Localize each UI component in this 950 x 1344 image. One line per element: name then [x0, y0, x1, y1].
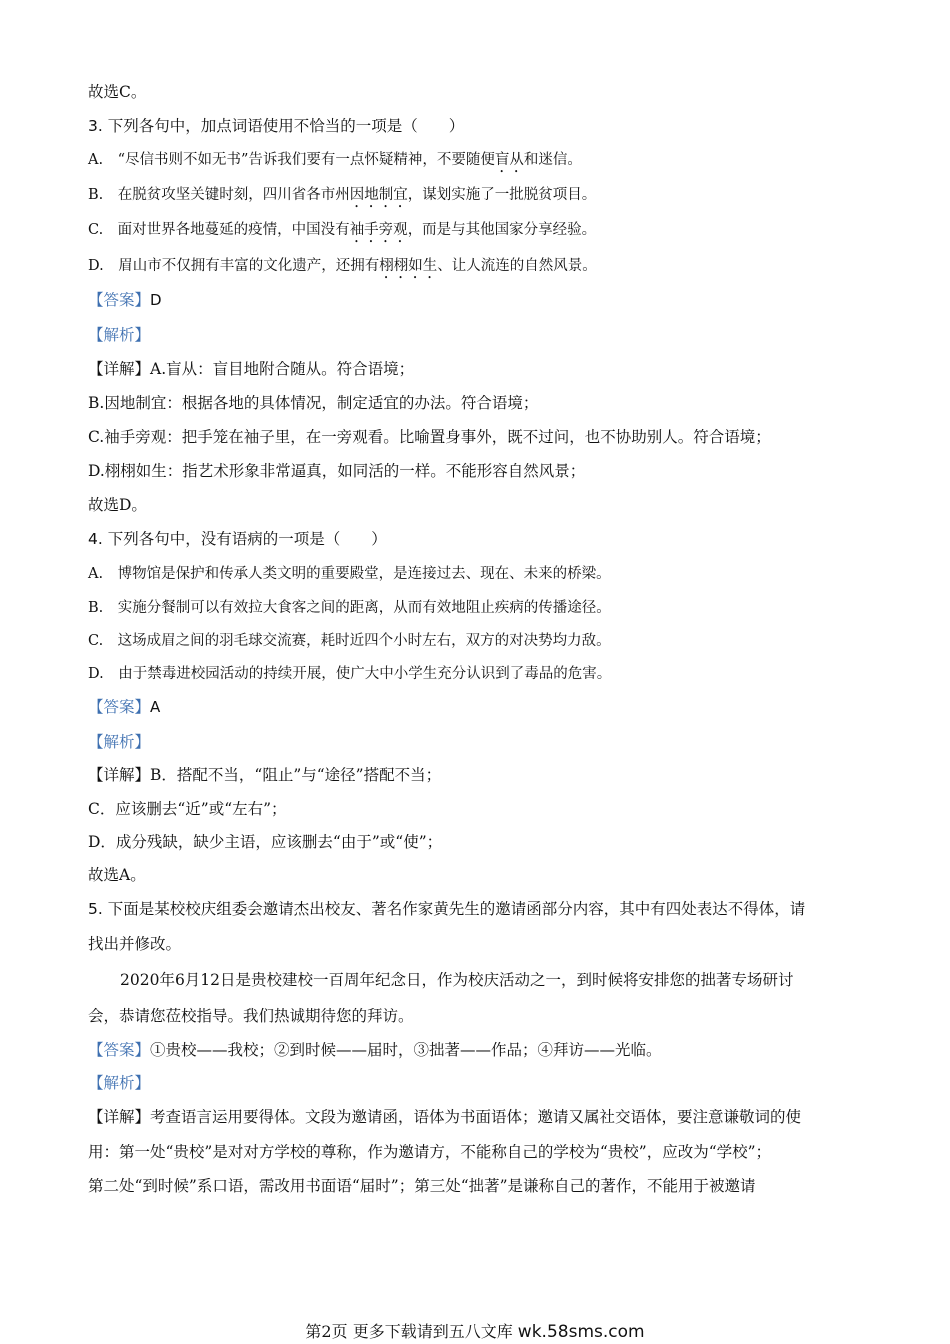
detail-tag: 【详解】 — [88, 1108, 151, 1126]
answer-tag: 【答案】 — [88, 698, 151, 716]
detail-line: 第二处“到时候”系口语，需改用书面语“届时”；第三处“拙著”是谦称自己的著作，不能用于被邀请 — [88, 1177, 756, 1195]
question-3-stem — [88, 116, 464, 136]
question-text-continued: 找出并修改。 — [88, 935, 182, 953]
option-c — [88, 220, 596, 246]
conclusion-line: 故选D。 — [88, 496, 147, 514]
answer-tag: 【答案】 — [88, 1041, 151, 1059]
option-a: A. 博物馆是保护和传承人类文明的重要殿堂，是连接过去、现在、未来的桥梁。 — [88, 566, 611, 582]
text-line: 故选C。 — [88, 83, 147, 101]
footer-promo: 更多下载请到五八文库 — [352, 1322, 513, 1341]
detail-line: D.栩栩如生：指艺术形象非常逼真，如同活的一样。不能形容自然风景； — [88, 462, 586, 480]
option-c: C. 这场成眉之间的羽毛球交流赛，耗时近四个小时左右，双方的对决势均力敌。 — [88, 633, 611, 649]
question-4-stem — [88, 529, 387, 549]
detail-line: B.因地制宜：根据各地的具体情况，制定适宜的办法。符合语境； — [88, 394, 539, 412]
option-b: B. 实施分餐制可以有效拉大食客之间的距离，从而有效地阻止疾病的传播途径。 — [88, 600, 611, 616]
detail-tag: 【详解】 — [88, 360, 151, 378]
dotted-term: 袖手旁观 — [349, 222, 408, 238]
option-text: 、让人流连的自然风景。 — [437, 258, 597, 274]
conclusion-line: 故选A。 — [88, 866, 146, 884]
option-a — [88, 150, 582, 176]
question-5-stem — [88, 899, 805, 919]
option-b — [88, 185, 596, 211]
answer-line — [88, 290, 162, 310]
answer-value: ①贵校——我校；②到时候——届时，③拙著——作品；④拜访——光临。 — [150, 1041, 662, 1059]
option-text: C. 面对世界各地蔓延的疫情，中国没有 — [88, 222, 350, 238]
detail-text: 考查语言运用要得体。文段为邀请函，语体为书面语体；邀请又属社交语体，要注意谦敬词的使 — [150, 1108, 802, 1126]
detail-tag: 【详解】 — [88, 766, 151, 784]
page-number: 第2页 — [305, 1322, 348, 1341]
detail-line: C．应该删去“近”或“左右”； — [88, 800, 287, 818]
answer-line — [88, 697, 160, 717]
analysis-tag: 【解析】 — [88, 1074, 151, 1092]
page-footer — [0, 1322, 950, 1342]
option-text: A. “尽信书则不如无书”告诉我们要有一点怀疑精神，不要随便 — [88, 152, 495, 168]
answer-line — [88, 1040, 662, 1060]
detail-line: D．成分残缺，缺少主语，应该删去“由于”或“使”； — [88, 833, 443, 851]
footer-site-link[interactable]: wk.58sms.com — [517, 1322, 645, 1342]
analysis-tag: 【解析】 — [88, 326, 151, 344]
option-d — [88, 256, 597, 282]
question-number: 3. — [88, 117, 103, 135]
detail-line: 用：第一处“贵校”是对对方学校的尊称，作为邀请方，不能称自己的学校为“贵校”，应改为“学校”； — [88, 1143, 772, 1161]
letter-excerpt-line: 2020年6月12日是贵校建校一百周年纪念日，作为校庆活动之一，到时候将安排您的拙著专场研讨 — [120, 971, 794, 989]
answer-tag: 【答案】 — [88, 291, 151, 309]
dotted-term: 盲从 — [494, 152, 524, 168]
option-text: ，谋划实施了一批脱贫项目。 — [407, 187, 597, 203]
dotted-term: 因地制宜 — [349, 187, 408, 203]
question-number: 5. — [88, 900, 103, 918]
question-text: 下列各句中，没有语病的一项是（ ） — [107, 530, 387, 548]
option-text: 和迷信。 — [523, 152, 582, 168]
option-text: D. 眉山市不仅拥有丰富的文化遗产，还拥有 — [88, 258, 380, 274]
option-text: B. 在脱贫攻坚关键时刻，四川省各市州 — [88, 187, 350, 203]
question-text: 下列各句中，加点词语使用不恰当的一项是（ ） — [107, 117, 465, 135]
question-text: 下面是某校校庆组委会邀请杰出校友、著名作家黄先生的邀请函部分内容，其中有四处表达不得体，请 — [107, 900, 806, 918]
detail-text: B．搭配不当，“阻止”与“途径”搭配不当； — [150, 766, 442, 784]
letter-excerpt-line: 会，恭请您莅校指导。我们热诚期待您的拜访。 — [88, 1007, 414, 1025]
option-d: D. 由于禁毒进校园活动的持续开展，使广大中小学生充分认识到了毒品的危害。 — [88, 666, 612, 682]
answer-value: A — [150, 698, 161, 716]
option-text: ，而是与其他国家分享经验。 — [407, 222, 597, 238]
detail-line — [88, 359, 414, 379]
detail-line — [88, 765, 441, 785]
question-number: 4. — [88, 530, 103, 548]
detail-text: A.盲从：盲目地附合随从。符合语境； — [150, 360, 415, 378]
detail-line: C.袖手旁观：把手笼在袖子里，在一旁观看。比喻置身事外，既不过问，也不协助别人。符合语境； — [88, 428, 771, 446]
analysis-tag: 【解析】 — [88, 733, 151, 751]
dotted-term: 栩栩如生 — [379, 258, 438, 274]
answer-value: D — [150, 291, 162, 309]
detail-line — [88, 1107, 801, 1127]
